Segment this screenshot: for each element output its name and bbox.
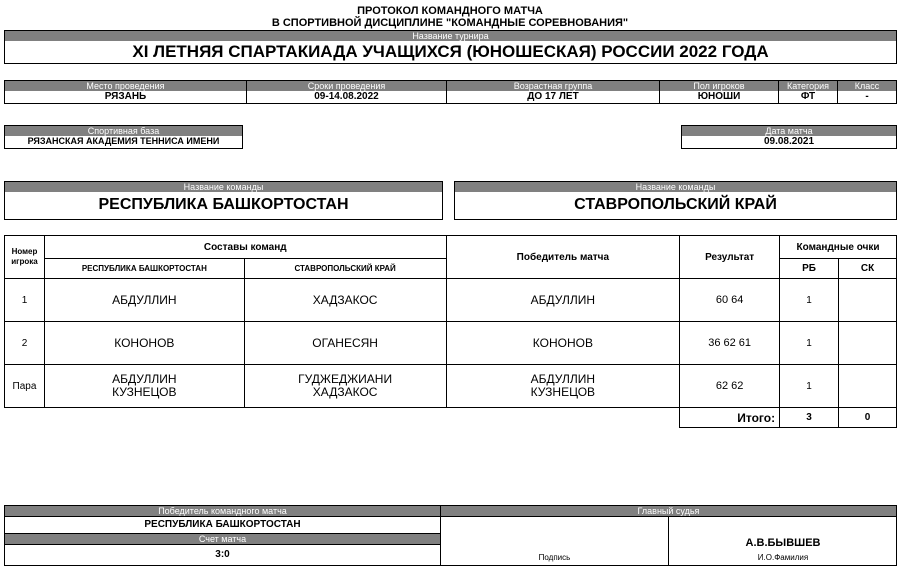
row-winner: КОНОНОВ (446, 322, 680, 365)
match-score-value: 3:0 (215, 549, 230, 560)
venue-label: Место проведения (5, 81, 246, 91)
judge-name-label: И.О.Фамилия (757, 553, 809, 562)
team2-name: СТАВРОПОЛЬСКИЙ КРАЙ (574, 196, 777, 213)
team2-box (454, 181, 897, 220)
gender-value: ЮНОШИ (697, 91, 741, 102)
category-value: ФТ (800, 91, 816, 102)
venue-value: РЯЗАНЬ (104, 91, 147, 102)
col-winner: Победитель матча (446, 236, 680, 279)
age-label: Возрастная группа (447, 81, 659, 91)
total-points-team1: 3 (780, 408, 839, 428)
dates-cell (246, 80, 447, 104)
class-label: Класс (838, 81, 896, 91)
tournament-name: XI ЛЕТНЯЯ СПАРТАКИАДА УЧАЩИХСЯ (ЮНОШЕСКАЯ) РОССИИ 2022 ГОДА (132, 42, 769, 61)
row-team2-player: ГУДЖЕДЖИАНИ ХАДЗАКОС (244, 365, 446, 408)
match-date-value: 09.08.2021 (763, 136, 815, 147)
row-team1-player: КОНОНОВ (44, 322, 244, 365)
dates-label: Сроки проведения (247, 81, 446, 91)
team2-label: Название команды (455, 182, 896, 192)
matches-table (4, 235, 897, 428)
row-points-team2 (839, 279, 897, 322)
row-team2-player: ОГАНЕСЯН (244, 322, 446, 365)
match-winner-value: РЕСПУБЛИКА БАШКОРТОСТАН (5, 517, 440, 534)
gender-cell (659, 80, 779, 104)
row-winner: АБДУЛЛИН (446, 279, 680, 322)
judge-name: А.В.БЫВШЕВ (745, 537, 821, 549)
row-number: Пара (5, 365, 45, 408)
row-team2-player: ХАДЗАКОС (244, 279, 446, 322)
category-label: Категория (779, 81, 837, 91)
team1-label: Название команды (5, 182, 442, 192)
chief-judge-label: Главный судья (441, 506, 896, 517)
age-value: ДО 17 ЛЕТ (527, 91, 579, 102)
class-value: - (865, 91, 869, 102)
row-result: 60 64 (680, 279, 780, 322)
col-team-points: Командные очки (780, 236, 897, 259)
category-cell (778, 80, 838, 104)
gender-label: Пол игроков (660, 81, 778, 91)
sports-base-value: РЯЗАНСКАЯ АКАДЕМИЯ ТЕННИСА ИМЕНИ (27, 136, 220, 146)
age-cell (446, 80, 660, 104)
tournament-box (4, 30, 897, 64)
col-points-team1: РБ (780, 259, 839, 279)
total-points-team2: 0 (839, 408, 897, 428)
row-winner: АБДУЛЛИН КУЗНЕЦОВ (446, 365, 680, 408)
total-label: Итого: (680, 408, 780, 428)
table-row (5, 322, 897, 365)
match-winner-label: Победитель командного матча (5, 506, 440, 517)
sports-base-box (4, 125, 243, 149)
signature-label: Подпись (538, 553, 571, 562)
table-row (5, 279, 897, 322)
row-number: 2 (5, 322, 45, 365)
row-result: 62 62 (680, 365, 780, 408)
judge-name-cell (668, 517, 897, 566)
dates-value: 09-14.08.2022 (314, 91, 379, 102)
match-date-label: Дата матча (682, 126, 896, 136)
row-points-team2 (839, 322, 897, 365)
protocol-title: ПРОТОКОЛ КОМАНДНОГО МАТЧА (357, 5, 543, 17)
table-row (5, 365, 897, 408)
col-team2: СТАВРОПОЛЬСКИЙ КРАЙ (244, 259, 446, 279)
match-score-label: Счет матча (5, 534, 440, 545)
row-points-team2 (839, 365, 897, 408)
chief-judge-box (440, 505, 897, 566)
venue-cell (4, 80, 247, 104)
row-number: 1 (5, 279, 45, 322)
row-team1-player: АБДУЛЛИН (44, 279, 244, 322)
sports-base-label: Спортивная база (5, 126, 242, 136)
team1-name: РЕСПУБЛИКА БАШКОРТОСТАН (98, 196, 349, 213)
tournament-label: Название турнира (5, 31, 896, 41)
row-team1-player: АБДУЛЛИН КУЗНЕЦОВ (44, 365, 244, 408)
row-points-team1: 1 (780, 279, 839, 322)
row-points-team1: 1 (780, 365, 839, 408)
info-row (4, 80, 897, 104)
col-points-team2: СК (839, 259, 897, 279)
class-cell (837, 80, 897, 104)
col-team1: РЕСПУБЛИКА БАШКОРТОСТАН (44, 259, 244, 279)
match-winner-box (4, 505, 441, 566)
col-lineups: Составы команд (44, 236, 446, 259)
col-player-number: Номер игрока (5, 236, 45, 279)
row-points-team1: 1 (780, 322, 839, 365)
match-date-box (681, 125, 897, 149)
row-result: 36 62 61 (680, 322, 780, 365)
team1-box (4, 181, 443, 220)
col-result: Результат (680, 236, 780, 279)
discipline-title: В СПОРТИВНОЙ ДИСЦИПЛИНЕ "КОМАНДНЫЕ СОРЕВНОВАНИЯ" (271, 17, 629, 29)
